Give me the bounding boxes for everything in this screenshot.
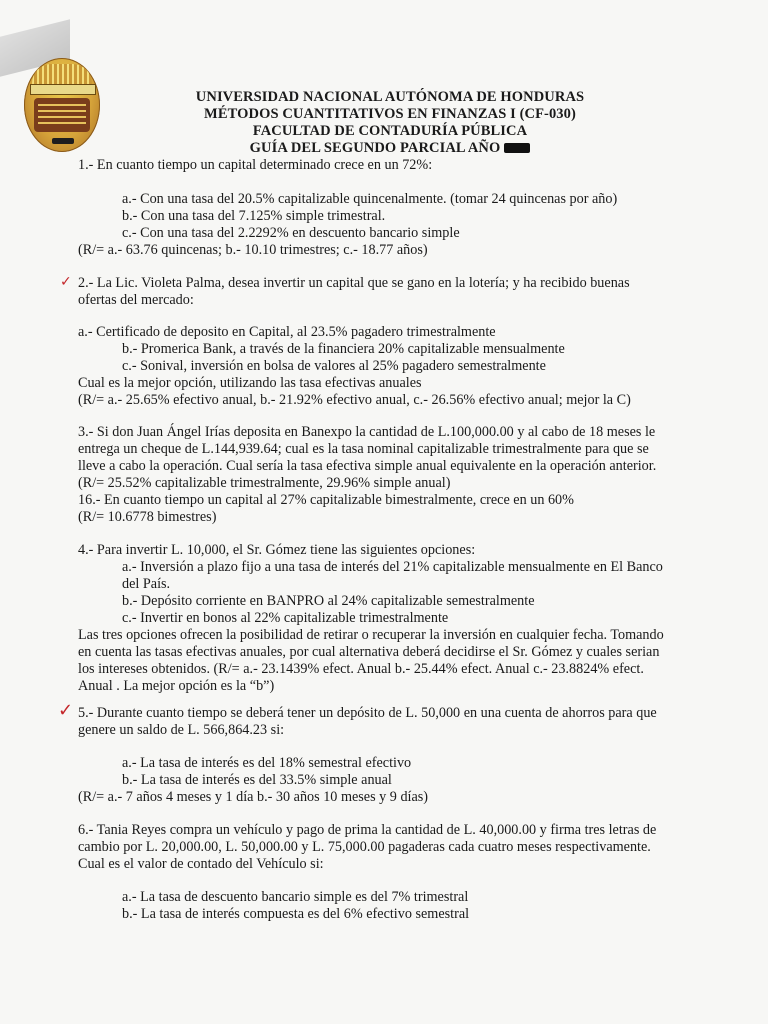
q5-option-a: a.- La tasa de interés es del 18% semestral efectivo bbox=[122, 755, 412, 771]
q6-option-a: a.- La tasa de descuento bancario simple es del 7% trimestral bbox=[122, 889, 469, 905]
course-title: MÉTODOS CUANTITATIVOS EN FINANZAS I (CF-030) bbox=[204, 106, 576, 122]
q2-line-1: 2.- La Lic. Violeta Palma, desea invertir un capital que se gano en la lotería; y ha recibido buenas bbox=[78, 275, 630, 291]
sun-rays-icon bbox=[32, 64, 92, 86]
q4-paragraph-line-4: Anual . La mejor opción es la “b”) bbox=[78, 678, 275, 694]
q4-option-a-line-1: a.- Inversión a plazo fijo a una tasa de interés del 21% capitalizable mensualmente en El Banco bbox=[122, 559, 663, 575]
guide-title bbox=[150, 140, 630, 157]
q4-option-a-line-2: del País. bbox=[122, 576, 171, 592]
q2-answer: (R/= a.- 25.65% efectivo anual, b.- 21.92% efectivo anual, c.- 26.56% efectivo anual; mejor la C) bbox=[78, 392, 631, 408]
q2-option-a: a.- Certificado de deposito en Capital, al 23.5% pagadero trimestralmente bbox=[78, 324, 496, 340]
q16-stem: 16.- En cuanto tiempo un capital al 27% capitalizable bimestralmente, crece en un 60% bbox=[78, 492, 574, 508]
q6-line-1: 6.- Tania Reyes compra un vehículo y pago de prima la cantidad de L. 40,000.00 y firma tres letras de bbox=[78, 822, 657, 838]
q1-option-a: a.- Con una tasa del 20.5% capitalizable quincenalmente. (tomar 24 quincenas por año) bbox=[122, 191, 618, 207]
q4-option-b: b.- Depósito corriente en BANPRO al 24% capitalizable semestralmente bbox=[122, 593, 535, 609]
q1-answer: (R/= a.- 63.76 quincenas; b.- 10.10 trimestres; c.- 18.77 años) bbox=[78, 242, 428, 258]
q3-line-3: lleve a cabo la operación. Cual sería la tasa efectiva simple anual equivalente en la operación anterior. bbox=[78, 458, 657, 474]
guide-title-text: GUÍA DEL SEGUNDO PARCIAL AÑO bbox=[249, 140, 501, 156]
redacted-year bbox=[504, 143, 530, 153]
university-seal-logo bbox=[24, 58, 100, 152]
q6-line-3: Cual es el valor de contado del Vehículo si: bbox=[78, 856, 324, 872]
university-title: UNIVERSIDAD NACIONAL AUTÓNOMA DE HONDURAS bbox=[195, 89, 585, 105]
check-mark-icon: ✓ bbox=[60, 274, 72, 290]
q6-option-b: b.- La tasa de interés compuesta es del 6% efectivo semestral bbox=[122, 906, 470, 922]
check-mark-icon: ✓ bbox=[58, 700, 74, 721]
q4-option-c: c.- Invertir en bonos al 22% capitalizable trimestralmente bbox=[122, 610, 449, 626]
q2-question: Cual es la mejor opción, utilizando las tasa efectivas anuales bbox=[78, 375, 422, 391]
q5-line-2: genere un saldo de L. 566,864.23 si: bbox=[78, 722, 285, 738]
q3-line-1: 3.- Si don Juan Ángel Irías deposita en Banexpo la cantidad de L.100,000.00 y al cabo de 18 meses le bbox=[78, 424, 656, 440]
q1-option-b: b.- Con una tasa del 7.125% simple trimestral. bbox=[122, 208, 386, 224]
q2-option-b: b.- Promerica Bank, a través de la financiera 20% capitalizable mensualmente bbox=[122, 341, 565, 357]
q4-paragraph-line-1: Las tres opciones ofrecen la posibilidad de retirar o recuperar la inversión en cualquier fecha. Tomando bbox=[78, 627, 664, 643]
q16-answer: (R/= 10.6778 bimestres) bbox=[78, 509, 217, 525]
q4-paragraph-line-2: en cuenta las tasas efectivas anuales, por cual alternativa deberá decidirse el Sr. Gómez y cuales serian bbox=[78, 644, 660, 660]
q2-line-2: ofertas del mercado: bbox=[78, 292, 194, 308]
q4-stem: 4.- Para invertir L. 10,000, el Sr. Gómez tiene las siguientes opciones: bbox=[78, 542, 476, 558]
q2-option-c: c.- Sonival, inversión en bolsa de valores al 25% pagadero semestralmente bbox=[122, 358, 546, 374]
q3-answer: (R/= 25.52% capitalizable trimestralmente, 29.96% simple anual) bbox=[78, 475, 451, 491]
q5-option-b: b.- La tasa de interés es del 33.5% simple anual bbox=[122, 772, 392, 788]
q1-option-c: c.- Con una tasa del 2.2292% en descuento bancario simple bbox=[122, 225, 460, 241]
q6-line-2: cambio por L. 20,000.00, L. 50,000.00 y L. 75,000.00 pagaderas cada cuatro meses respectivamente. bbox=[78, 839, 651, 855]
q5-line-1: 5.- Durante cuanto tiempo se deberá tener un depósito de L. 50,000 en una cuenta de ahorros para que bbox=[78, 705, 657, 721]
seal-year bbox=[52, 138, 74, 144]
seal-banner bbox=[30, 84, 96, 95]
q5-answer: (R/= a.- 7 años 4 meses y 1 día b.- 30 años 10 meses y 9 días) bbox=[78, 789, 429, 805]
faculty-title: FACULTAD DE CONTADURÍA PÚBLICA bbox=[252, 123, 528, 139]
q1-stem: 1.- En cuanto tiempo un capital determinado crece en un 72%: bbox=[78, 157, 433, 173]
q3-line-2: entrega un cheque de L.144,939.64; cual es la tasa nominal capitalizable trimestralmente para que se bbox=[78, 441, 649, 457]
seal-book-icon bbox=[34, 98, 90, 132]
q4-paragraph-line-3: los intereses obtenidos. (R/= a.- 23.1439% efect. Anual b.- 25.44% efect. Anual c.- 23.8824% efect. bbox=[78, 661, 644, 677]
